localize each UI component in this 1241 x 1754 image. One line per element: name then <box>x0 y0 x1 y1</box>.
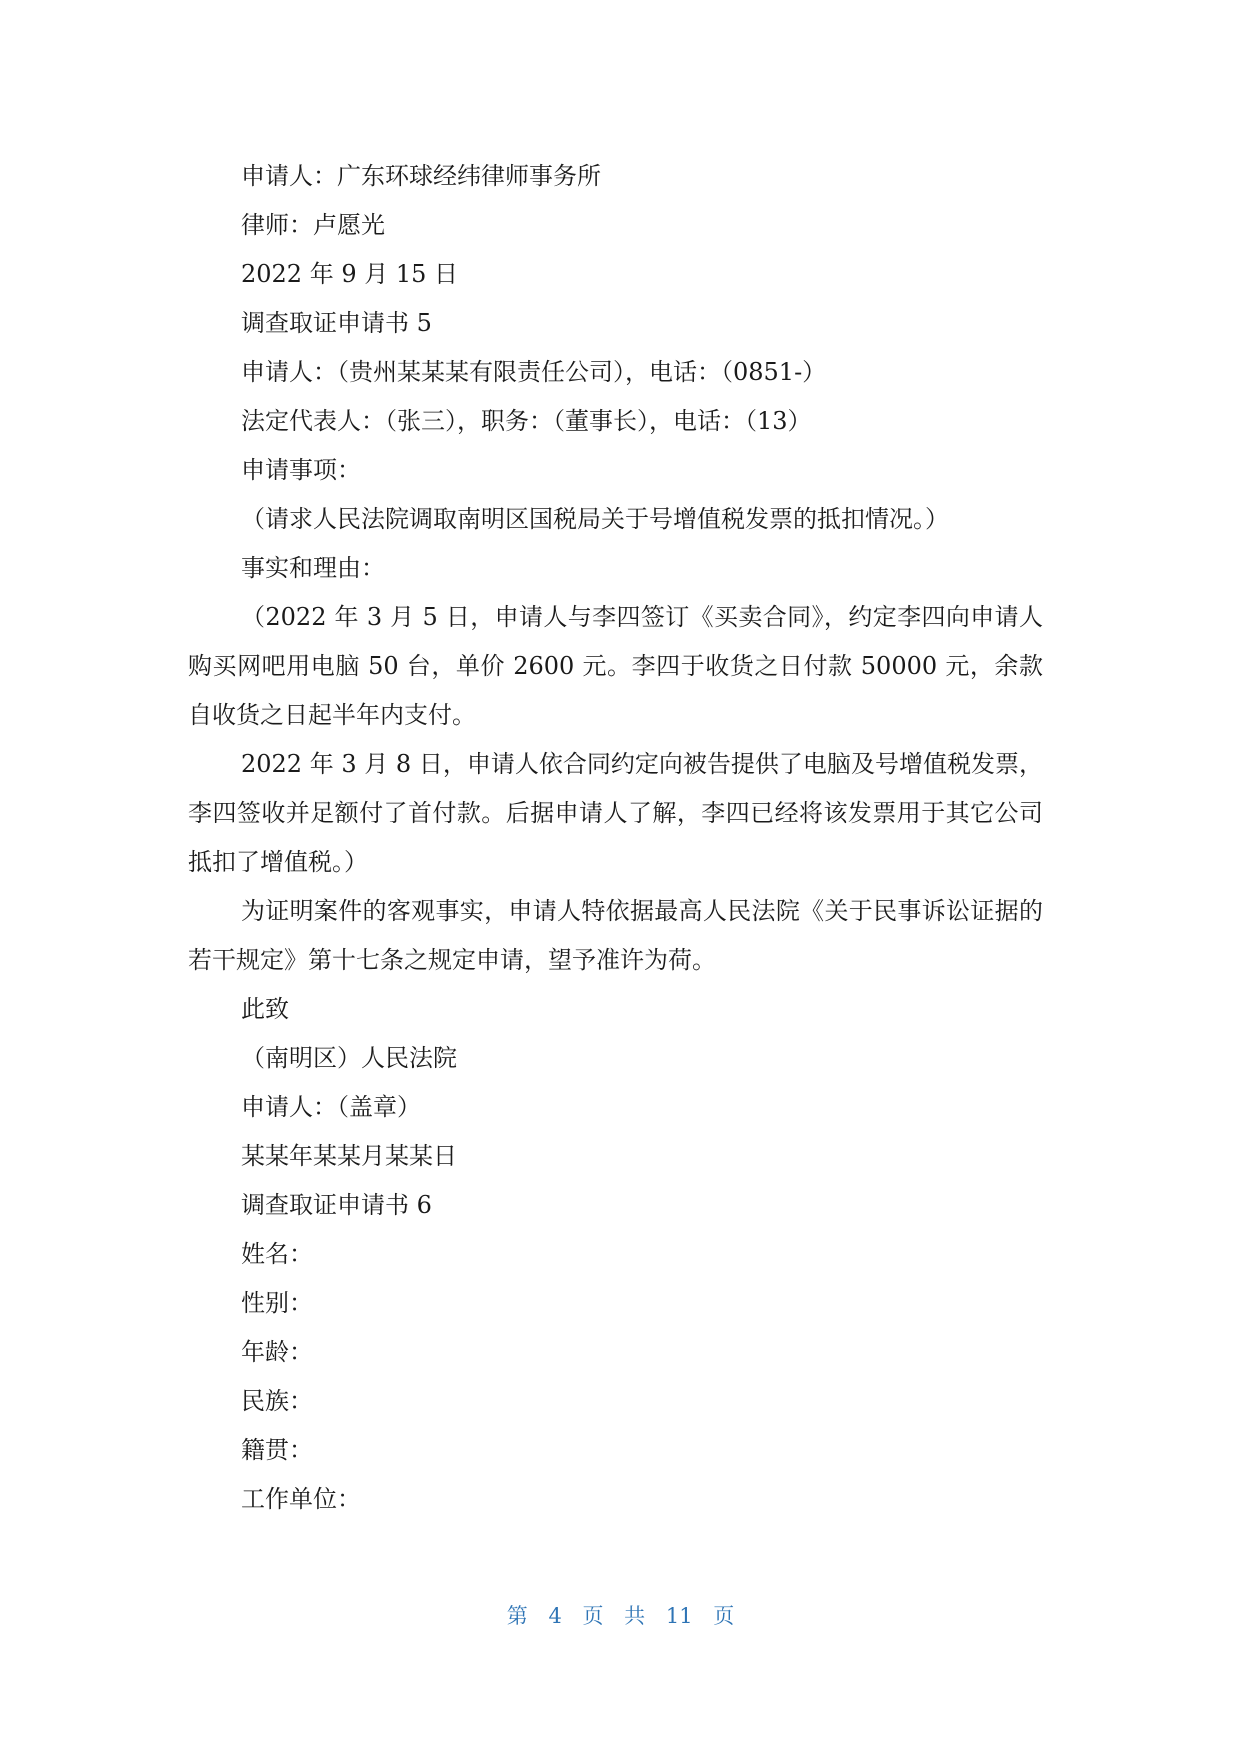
request-paragraph: 为证明案件的客观事实，申请人特依据最高人民法院《关于民事诉讼证据的若干规定》第十七条之规定申请，望予准许为荷。 <box>188 897 1043 974</box>
application-matters-text: （请求人民法院调取南明区国税局关于号增值税发票的抵扣情况。） <box>241 505 949 533</box>
hometown-field-label: 籍贯： <box>241 1436 313 1464</box>
salutation-line: 此致 <box>241 995 289 1023</box>
applicant-company-line: 申请人：（贵州某某某有限责任公司），电话：（0851-） <box>241 358 827 386</box>
date-line: 2022 年 9 月 15 日 <box>241 260 459 288</box>
legal-representative-line: 法定代表人：（张三），职务：（董事长），电话：（13） <box>241 407 812 435</box>
court-line: （南明区）人民法院 <box>241 1044 457 1072</box>
gender-field-label: 性别： <box>241 1289 313 1317</box>
employer-field-label: 工作单位： <box>241 1485 361 1513</box>
lawyer-line: 律师：卢愿光 <box>241 211 385 239</box>
facts-reasons-heading: 事实和理由： <box>241 554 385 582</box>
name-field-label: 姓名： <box>241 1240 313 1268</box>
document-body <box>188 152 1043 1524</box>
facts-paragraph-2: 2022 年 3 月 8 日，申请人依合同约定向被告提供了电脑及号增值税发票，李四签收并足额付了首付款。后据申请人了解，李四已经将该发票用于其它公司抵扣了增值税。） <box>188 750 1043 876</box>
applicant-line: 申请人：广东环球经纬律师事务所 <box>241 162 601 190</box>
facts-paragraph-1: （2022 年 3 月 5 日，申请人与李四签订《买卖合同》，约定李四向申请人购买网吧用电脑 50 台，单价 2600 元。李四于收货之日付款 50000 元，余款自收货之日起半年内支付。 <box>188 603 1043 729</box>
section-title-6: 调查取证申请书 6 <box>241 1191 432 1219</box>
page-number-footer: 第 4 页 共 11 页 <box>506 1604 735 1628</box>
signature-line: 申请人：（盖章） <box>241 1093 421 1121</box>
ethnicity-field-label: 民族： <box>241 1387 313 1415</box>
application-matters-heading: 申请事项： <box>241 456 361 484</box>
age-field-label: 年龄： <box>241 1338 313 1366</box>
section-title-5: 调查取证申请书 5 <box>241 309 432 337</box>
signature-date-line: 某某年某某月某某日 <box>241 1142 457 1170</box>
